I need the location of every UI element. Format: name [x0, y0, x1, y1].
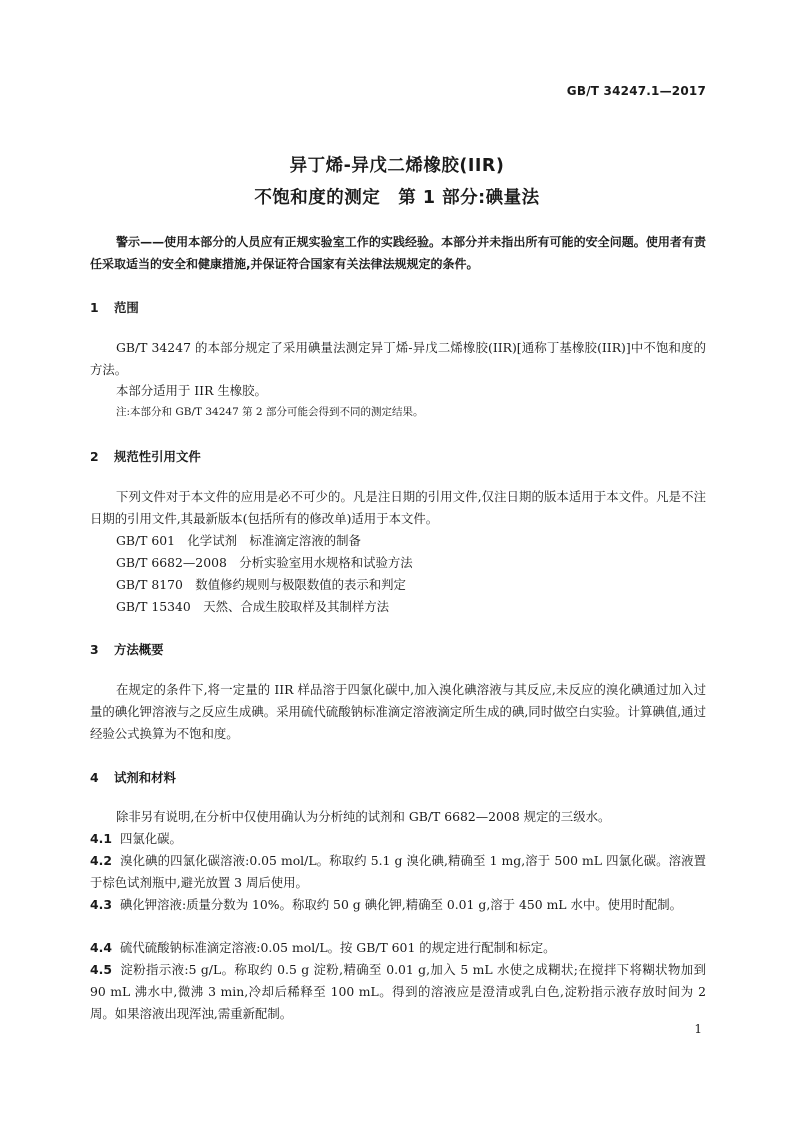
clause-text: 四氯化碳。 — [120, 831, 182, 846]
scope-paragraph: GB/T 34247 的本部分规定了采用碘量法测定异丁烯-异戊二烯橡胶(IIR)[通称丁基橡胶(IIR)]中不饱和度的方法。 — [90, 340, 706, 377]
clause-text: 溴化碘的四氯化碳溶液:0.05 mol/L。称取约 5.1 g 溴化碘,精确至 1 mg,溶于 500 mL 四氯化碳。溶液置于棕色试剂瓶中,避光放置 3 周后使用。 — [90, 853, 706, 890]
reagent-item — [90, 850, 706, 894]
section-number: 2 — [90, 449, 99, 464]
section-2-heading — [90, 447, 201, 465]
reagents-intro: 除非另有说明,在分析中仅使用确认为分析纯的试剂和 GB/T 6682—2008 规定的三级水。 — [116, 809, 611, 824]
safety-warning: 警示——使用本部分的人员应有正规实验室工作的实践经验。本部分并未指出所有可能的安全问题。使用者有责任采取适当的安全和健康措施,并保证符合国家有关法律法规规定的条件。 — [90, 235, 706, 271]
standard-number-header: GB/T 34247.1—2017 — [566, 84, 706, 98]
reference-item: GB/T 15340 天然、合成生胶取样及其制样方法 — [116, 599, 390, 614]
reference-item: GB/T 8170 数值修约规则与极限数值的表示和判定 — [116, 577, 406, 592]
clause-number: 4.2 — [90, 853, 112, 868]
section-title: 方法概要 — [114, 642, 164, 657]
clause-text: 碘化钾溶液:质量分数为 10%。称取约 50 g 碘化钾,精确至 0.01 g,溶于 450 mL 水中。使用时配制。 — [120, 897, 682, 912]
section-number: 3 — [90, 642, 99, 657]
section-title: 试剂和材料 — [114, 770, 176, 785]
clause-number: 4.1 — [90, 831, 112, 846]
method-summary-paragraph: 在规定的条件下,将一定量的 IIR 样品溶于四氯化碳中,加入溴化碘溶液与其反应,未反应的溴化碘通过加入过量的碘化钾溶液与之反应生成碘。采用硫代硫酸钠标准滴定溶液滴定所生成的碘,同时做空白实验。计算碘值,通过经验公式换算为不饱和度。 — [90, 682, 706, 741]
clause-number: 4.4 — [90, 940, 112, 955]
reference-item: GB/T 6682—2008 分析实验室用水规格和试验方法 — [116, 555, 413, 570]
section-title: 规范性引用文件 — [114, 449, 201, 464]
document-title-line2: 不饱和度的测定 第 1 部分:碘量法 — [254, 188, 540, 208]
section-title: 范围 — [114, 300, 139, 315]
section-4-heading — [90, 768, 176, 786]
reagent-item — [90, 959, 706, 1025]
clause-text: 硫代硫酸钠标准滴定溶液:0.05 mol/L。按 GB/T 601 的规定进行配制和标定。 — [120, 940, 556, 955]
scope-applicability: 本部分适用于 IIR 生橡胶。 — [116, 383, 267, 398]
page-number: 1 — [694, 1022, 702, 1036]
reference-item: GB/T 601 化学试剂 标准滴定溶液的制备 — [116, 533, 361, 548]
section-number: 1 — [90, 300, 99, 315]
section-number: 4 — [90, 770, 99, 785]
reagent-item — [90, 894, 706, 916]
section-3-heading — [90, 640, 164, 658]
clause-number: 4.3 — [90, 897, 112, 912]
reagent-item — [90, 937, 706, 959]
reagent-item — [90, 828, 706, 850]
normative-references-intro: 下列文件对于本文件的应用是必不可少的。凡是注日期的引用文件,仅注日期的版本适用于本文件。凡是不注日期的引用文件,其最新版本(包括所有的修改单)适用于本文件。 — [90, 489, 706, 526]
scope-note: 注:本部分和 GB/T 34247 第 2 部分可能会得到不同的测定结果。 — [116, 406, 424, 418]
clause-number: 4.5 — [90, 962, 112, 977]
document-title-line1: 异丁烯-异戊二烯橡胶(IIR) — [289, 156, 505, 176]
section-1-heading — [90, 298, 139, 316]
clause-text: 淀粉指示液:5 g/L。称取约 0.5 g 淀粉,精确至 0.01 g,加入 5 mL 水使之成糊状;在搅拌下将糊状物加到 90 mL 沸水中,微沸 3 min,冷却后稀释至 100 mL。得到的溶液应是澄清或乳白色,淀粉指示液存放时间为 2 周。如果溶液出现浑浊,需重新配制。 — [90, 962, 706, 1021]
